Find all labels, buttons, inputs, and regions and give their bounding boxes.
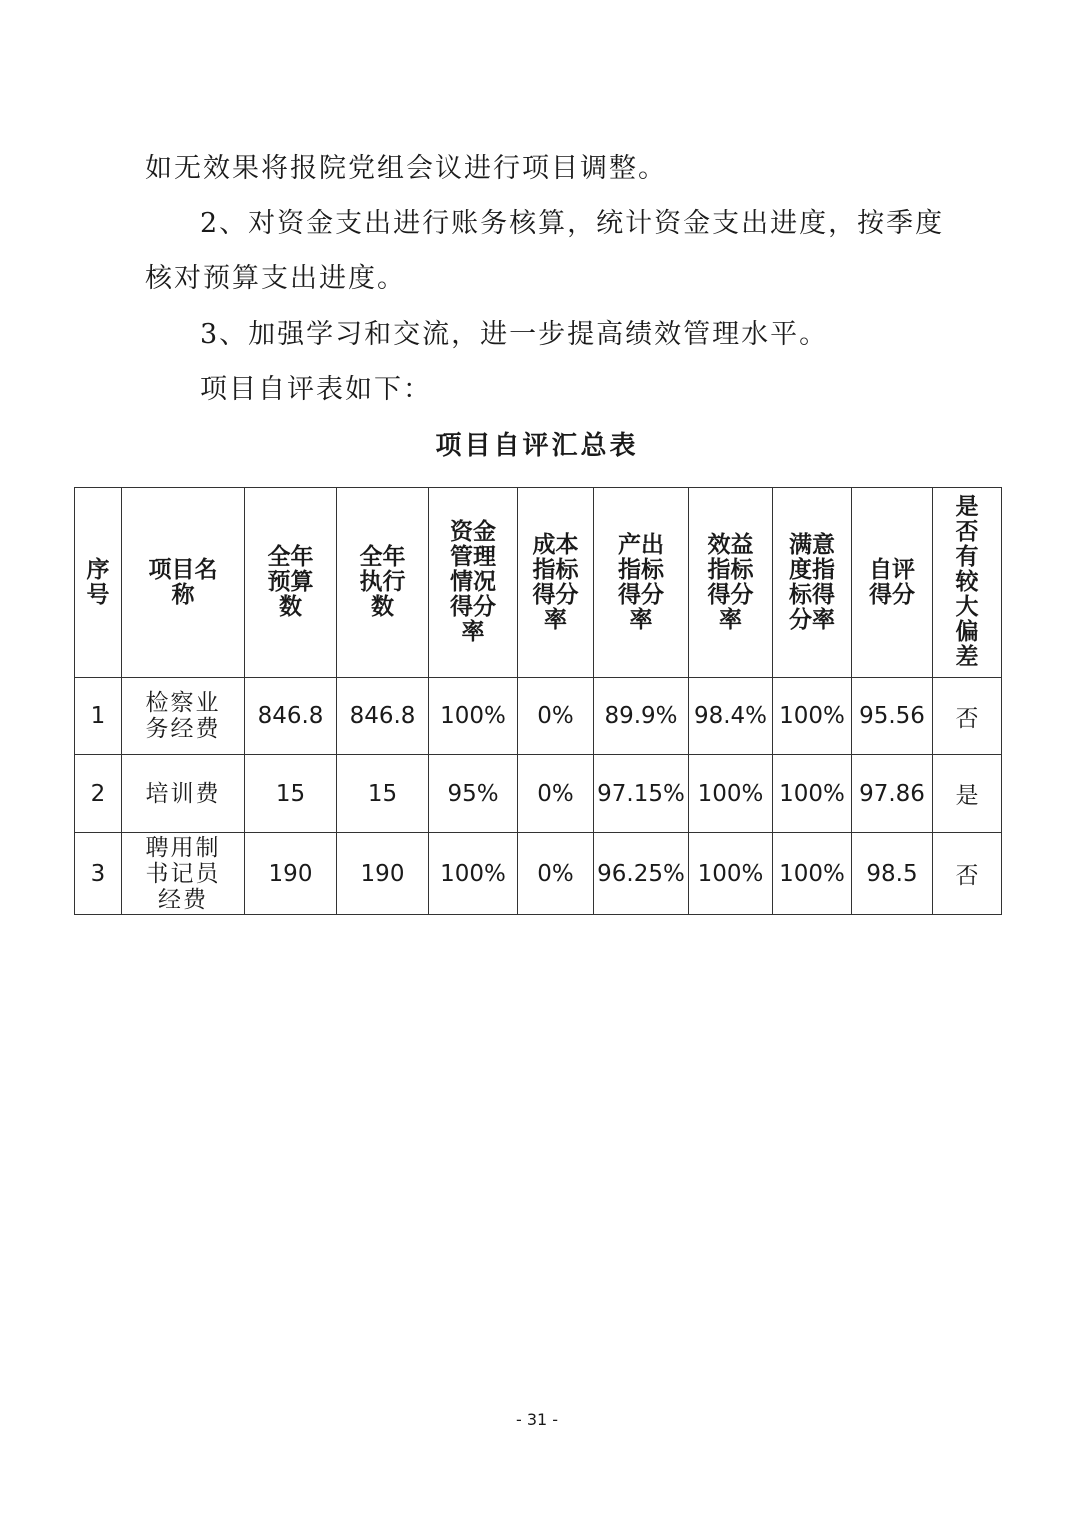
cell-index: 1 (75, 678, 122, 755)
cell-benefit-indicator-rate: 100% (689, 755, 773, 833)
cell-annual-execution: 846.8 (337, 678, 429, 755)
cell-satisfaction-indicator-rate: 100% (773, 833, 852, 915)
header-annual-execution: 全年执行数 (337, 488, 429, 678)
cell-fund-management-rate: 100% (429, 678, 518, 755)
table-row (75, 678, 1002, 755)
header-output-indicator-rate: 产出指标得分率 (594, 488, 689, 678)
cell-annual-budget: 846.8 (245, 678, 337, 755)
header-annual-budget: 全年预算数 (245, 488, 337, 678)
cell-benefit-indicator-rate: 98.4% (689, 678, 773, 755)
cell-index: 2 (75, 755, 122, 833)
cell-self-evaluation-score: 98.5 (852, 833, 933, 915)
cell-major-deviation: 是 (933, 755, 1002, 833)
cell-fund-management-rate: 95% (429, 755, 518, 833)
table-row (75, 833, 1002, 915)
cell-output-indicator-rate: 97.15% (594, 755, 689, 833)
table-title: 项目自评汇总表 (435, 431, 639, 461)
cell-annual-budget: 15 (245, 755, 337, 833)
header-self-evaluation-score: 自评得分 (852, 488, 933, 678)
cell-self-evaluation-score: 97.86 (852, 755, 933, 833)
paragraph-item-3: 3、加强学习和交流，进一步提高绩效管理水平。 (200, 319, 829, 350)
cell-cost-indicator-rate: 0% (518, 755, 594, 833)
cell-cost-indicator-rate: 0% (518, 678, 594, 755)
cell-project-name: 检察业务经费 (122, 678, 245, 755)
cell-satisfaction-indicator-rate: 100% (773, 678, 852, 755)
header-cost-indicator-rate: 成本指标得分率 (518, 488, 594, 678)
cell-fund-management-rate: 100% (429, 833, 518, 915)
cell-annual-execution: 190 (337, 833, 429, 915)
cell-major-deviation: 否 (933, 678, 1002, 755)
paragraph-item-2-continued: 核对预算支出进度。 (145, 263, 406, 294)
cell-cost-indicator-rate: 0% (518, 833, 594, 915)
header-index: 序号 (75, 488, 122, 678)
cell-satisfaction-indicator-rate: 100% (773, 755, 852, 833)
cell-benefit-indicator-rate: 100% (689, 833, 773, 915)
cell-project-name: 聘用制书记员经费 (122, 833, 245, 915)
cell-annual-execution: 15 (337, 755, 429, 833)
cell-project-name: 培训费 (122, 755, 245, 833)
cell-annual-budget: 190 (245, 833, 337, 915)
header-fund-management-rate: 资金管理情况得分率 (429, 488, 518, 678)
header-benefit-indicator-rate: 效益指标得分率 (689, 488, 773, 678)
page-number: - 31 - (515, 1410, 559, 1429)
header-satisfaction-indicator-rate: 满意度指标得分率 (773, 488, 852, 678)
cell-output-indicator-rate: 89.9% (594, 678, 689, 755)
paragraph-table-intro: 项目自评表如下： (200, 374, 432, 405)
paragraph-item-2: 2、对资金支出进行账务核算，统计资金支出进度，按季度 (200, 208, 945, 239)
table-header-row (75, 488, 1002, 678)
paragraph-continuation: 如无效果将报院党组会议进行项目调整。 (145, 153, 667, 184)
table-row (75, 755, 1002, 833)
header-major-deviation: 是否有较大偏差 (933, 488, 1002, 678)
summary-table (74, 487, 1002, 915)
cell-output-indicator-rate: 96.25% (594, 833, 689, 915)
cell-index: 3 (75, 833, 122, 915)
cell-major-deviation: 否 (933, 833, 1002, 915)
header-project-name: 项目名称 (122, 488, 245, 678)
cell-self-evaluation-score: 95.56 (852, 678, 933, 755)
